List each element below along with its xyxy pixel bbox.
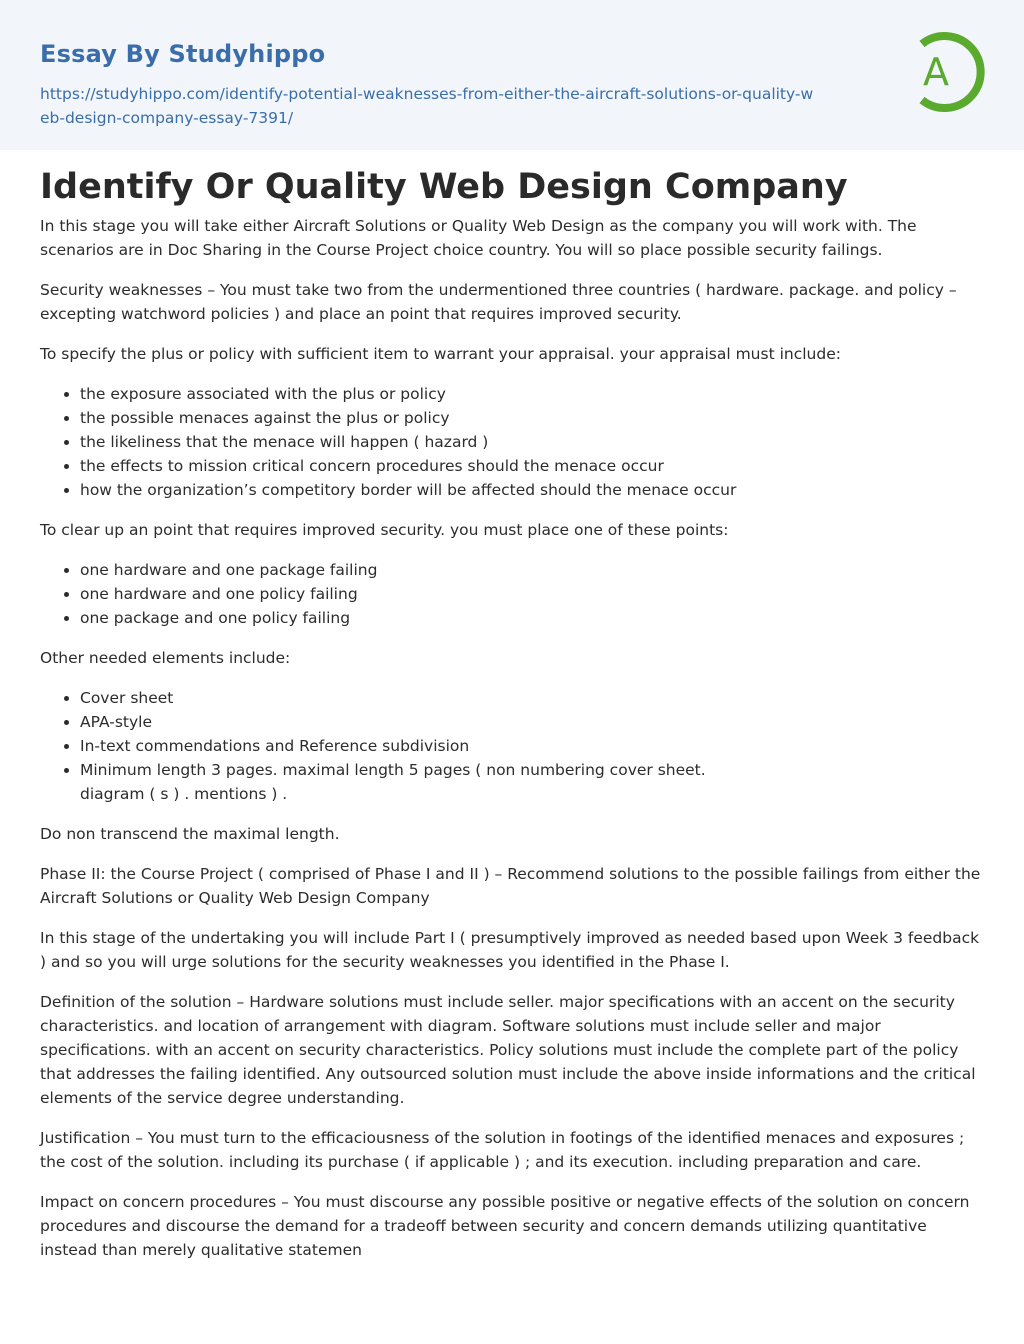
paragraph-improved-security: To clear up an point that requires improved security. you must place one of these points: (40, 521, 729, 539)
brand-title[interactable]: Essay By Studyhippo (40, 40, 326, 68)
required-elements-list (40, 686, 984, 806)
list-item: • one hardware and one package failing (80, 558, 984, 582)
list-item: • APA-style (80, 710, 984, 734)
appraisal-list (40, 382, 984, 502)
list-item: • one package and one policy failing (80, 606, 984, 630)
paragraph-justification: Justification – You must turn to the efficaciousness of the solution in footings of the identified menaces and exposures ; the cost of the solution. including its purchase ( if applicable ) ; and its execution. including preparation and care. (40, 1129, 965, 1171)
essay-content (0, 150, 1024, 1262)
list-item: • the exposure associated with the plus or policy (80, 382, 984, 406)
paragraph-max-length: Do non transcend the maximal length. (40, 825, 340, 843)
list-item: • one hardware and one policy failing (80, 582, 984, 606)
essay-title: Identify Or Quality Web Design Company (40, 167, 848, 207)
paragraph-impact: Impact on concern procedures – You must discourse any possible positive or negative effects of the solution on concern procedures and discourse the demand for a tradeoff between security and concern demands utilizing quantitative instead than merely qualitative statemen (40, 1193, 970, 1259)
logo-letter: A (923, 50, 949, 94)
essay-url-link[interactable]: https://studyhippo.com/identify-potential-weaknesses-from-either-the-aircraft-solutions-or-quality-web-design-company-essay-7391/ (40, 85, 814, 127)
paragraph-appraisal: To specify the plus or policy with sufficient item to warrant your appraisal. your appraisal must include: (40, 345, 841, 363)
list-item: • Minimum length 3 pages. maximal length 5 pages ( non numbering cover sheet. diagram ( s ) . mentions ) . (80, 758, 740, 806)
studyhippo-logo-icon[interactable] (908, 28, 986, 116)
paragraph-other-elements: Other needed elements include: (40, 649, 291, 667)
list-item: • the effects to mission critical concern procedures should the menace occur (80, 454, 984, 478)
paragraph-solution-definition: Definition of the solution – Hardware solutions must include seller. major specifications with an accent on the security characteristics. and location of arrangement with diagram. Software solutions must include seller and major specifications. with an accent on security characteristics. Policy solutions must include the complete part of the policy that addresses the failing identified. Any outsourced solution must include the above inside informations and the critical elements of the service degree understanding. (40, 993, 976, 1107)
list-item: • Cover sheet (80, 686, 984, 710)
list-item: • the likeliness that the menace will happen ( hazard ) (80, 430, 984, 454)
paragraph-undertaking: In this stage of the undertaking you will include Part I ( presumptively improved as needed based upon Week 3 feedback ) and so you will urge solutions for the security weaknesses you identified in the Phase I. (40, 929, 980, 971)
failing-options-list (40, 558, 984, 630)
paragraph-phase-two: Phase II: the Course Project ( comprised of Phase I and II ) – Recommend solutions to the possible failings from either the Aircraft Solutions or Quality Web Design Company (40, 865, 981, 907)
list-item: • the possible menaces against the plus or policy (80, 406, 984, 430)
paragraph-security-weaknesses: Security weaknesses – You must take two from the undermentioned three countries ( hardware. package. and policy – excepting watchword policies ) and place an point that requires improved security. (40, 281, 957, 323)
list-item: • how the organization’s competitory border will be affected should the menace occur (80, 478, 984, 502)
paragraph-intro: In this stage you will take either Aircraft Solutions or Quality Web Design as the company you will work with. The scenarios are in Doc Sharing in the Course Project choice country. You will so place possible security failings. (40, 217, 917, 259)
site-header (0, 0, 1024, 150)
list-item: • In-text commendations and Reference subdivision (80, 734, 984, 758)
